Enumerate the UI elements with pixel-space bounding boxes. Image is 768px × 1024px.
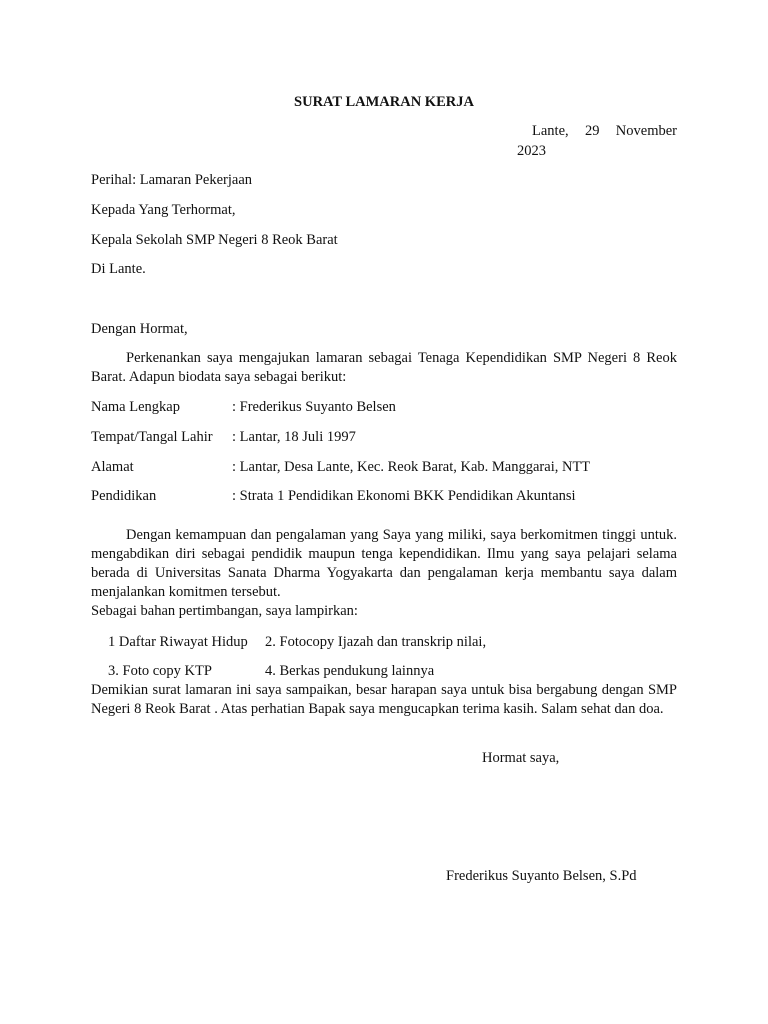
letter-date [517,122,677,161]
attachment-item-3: 3. Foto copy KTP [108,663,212,679]
biodata-label-education: Pendidikan [91,488,157,504]
date-row [517,122,677,142]
biodata-label-birth: Tempat/Tangal Lahir [91,429,213,445]
signatory-name: Frederikus Suyanto Belsen, S.Pd [446,868,637,884]
attachment-item-4: 4. Berkas pendukung lainnya [265,663,435,679]
date-year: 2023 [517,142,546,159]
attachment-item-2: 2. Fotocopy Ijazah dan transkrip nilai, [265,634,487,650]
sign-off: Hormat saya, [482,750,560,766]
date-month: November [615,123,677,139]
letter-title: SURAT LAMARAN KERJA [294,94,474,110]
biodata-value-address: : Lantar, Desa Lante, Kec. Reok Barat, Kab. Manggarai, NTT [232,459,591,475]
date-place: Lante, [532,123,569,139]
salutation: Dengan Hormat, [91,321,188,337]
biodata-value-birth: : Lantar, 18 Juli 1997 [232,429,356,445]
biodata-value-name: : Frederikus Suyanto Belsen [232,399,396,415]
closing-paragraph: Demikian surat lamaran ini saya sampaikan, besar harapan saya untuk bisa bergabung dengan SMP Negeri 8 Reok Barat . Atas perhatian Bapak saya mengucapkan terima kasih. Salam sehat dan doa. [91,682,677,717]
recipient-name: Kepala Sekolah SMP Negeri 8 Reok Barat [91,232,338,248]
attachment-item-1: 1 Daftar Riwayat Hidup [108,634,248,650]
recipient-greeting: Kepada Yang Terhormat, [91,202,236,218]
letter-subject: Perihal: Lamaran Pekerjaan [91,172,253,188]
date-day: 29 [584,123,600,139]
intro-paragraph: Perkenankan saya mengajukan lamaran sebagai Tenaga Kependidikan SMP Negeri 8 Reok Barat. Adapun biodata saya sebagai berikut: [91,350,677,385]
body-paragraph: Dengan kemampuan dan pengalaman yang Saya yang miliki, saya berkomitmen tinggi untuk. mengabdikan diri sebagai pendidik maupun tenga kependidikan. Ilmu yang saya pelajari selama berada di Universitas Sanata Dharma Yogyakarta dan pengalaman kerja membantu saya dalam menjalankan komitmen tersebut. [91,527,677,600]
biodata-value-education: : Strata 1 Pendidikan Ekonomi BKK Pendidikan Akuntansi [232,488,576,504]
biodata-label-address: Alamat [91,459,134,475]
attachments-intro: Sebagai bahan pertimbangan, saya lampirkan: [91,603,358,619]
biodata-label-name: Nama Lengkap [91,399,180,415]
recipient-location: Di Lante. [91,261,146,277]
